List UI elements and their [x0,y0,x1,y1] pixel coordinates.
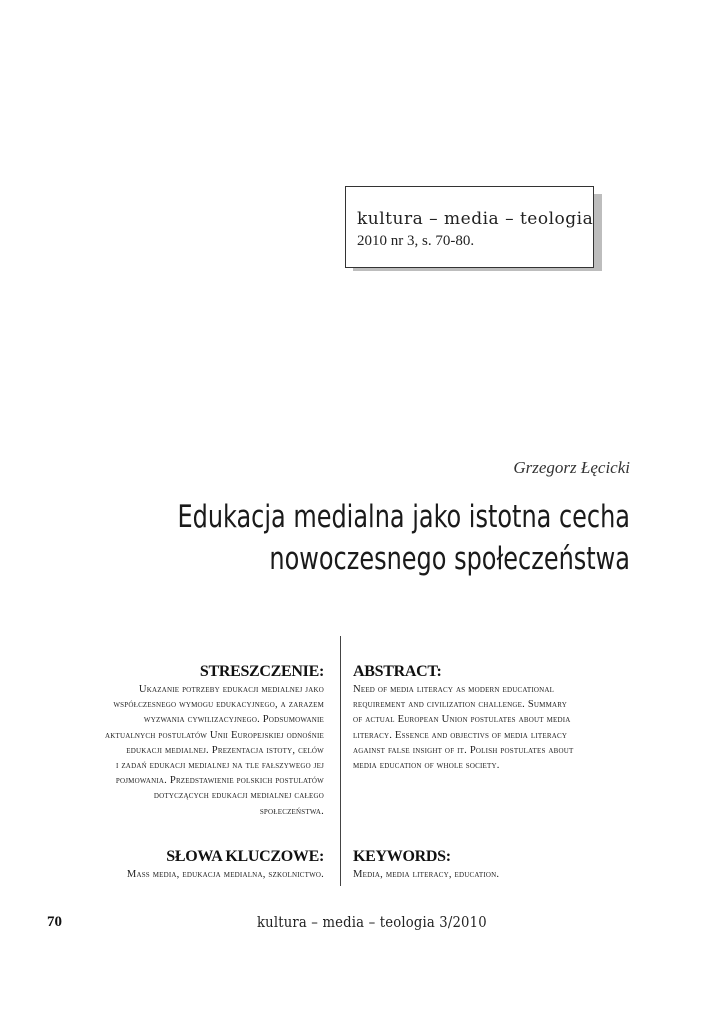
streszczenie-section [24,662,324,819]
keywords-text: Media, media literacy, education. [353,869,500,880]
abstract-text [353,682,643,773]
abstract-line: of actual European Union postulates about media [353,714,571,726]
author-name: Grzegorz Łęcicki [513,458,630,477]
page-number: 70 [47,914,62,930]
abstract-line: Need of media literacy as modern educational [353,684,555,695]
keywords-heading: KEYWORDS: [353,848,451,865]
journal-info-box [345,186,594,268]
abstract-section [353,662,643,773]
streszczenie-heading: STRESZCZENIE: [199,663,324,680]
abstract-line: literacy. Essence and objectivs of media literacy [353,729,568,741]
streszczenie-line: Ukazanie potrzeby edukacji medialnej jako [138,684,324,695]
streszczenie-line: i zadań edukacji medialnej na tle fałszywego jej [115,760,324,772]
slowa-kluczowe-section [24,847,324,882]
slowa-kluczowe-heading: SŁOWA KLUCZOWE: [166,848,324,865]
abstract-line: requirement and civilization challenge. Summary [353,699,568,711]
streszczenie-line: aktualnych postulatów Unii Europejskiej odnośnie [104,729,324,741]
column-divider [340,636,341,886]
article-title [148,496,630,580]
footer-journal: kultura – media – teologia 3/2010 [257,913,487,931]
journal-name: kultura – media – teologia [357,209,594,229]
article-title-line-2: nowoczesnego społeczeństwa [269,541,630,577]
streszczenie-text [24,682,324,819]
streszczenie-line: współczesnego wymogu edukacyjnego, a zarazem [113,699,324,711]
abstract-heading: ABSTRACT: [353,663,442,680]
abstract-line: against false insight of it. Polish postulates about [353,744,574,756]
streszczenie-line: społeczeństwa. [259,805,324,817]
abstract-line: media education of whole society. [353,760,500,772]
streszczenie-line: dotyczących edukacji medialnej całego [153,790,324,802]
slowa-kluczowe-text: Mass media, edukacja medialna, szkolnictwo. [126,869,324,880]
streszczenie-line: wyzwania cywilizacyjnego. Podsumowanie [143,714,324,726]
journal-issue: 2010 nr 3, s. 70-80. [357,233,475,249]
streszczenie-line: edukacji medialnej. Prezentacja istoty, celów [126,744,324,756]
streszczenie-line: pojmowania. Przedstawienie polskich postulatów [115,775,324,787]
keywords-section [353,847,643,882]
article-title-line-1: Edukacja medialna jako istotna cecha [177,499,630,535]
